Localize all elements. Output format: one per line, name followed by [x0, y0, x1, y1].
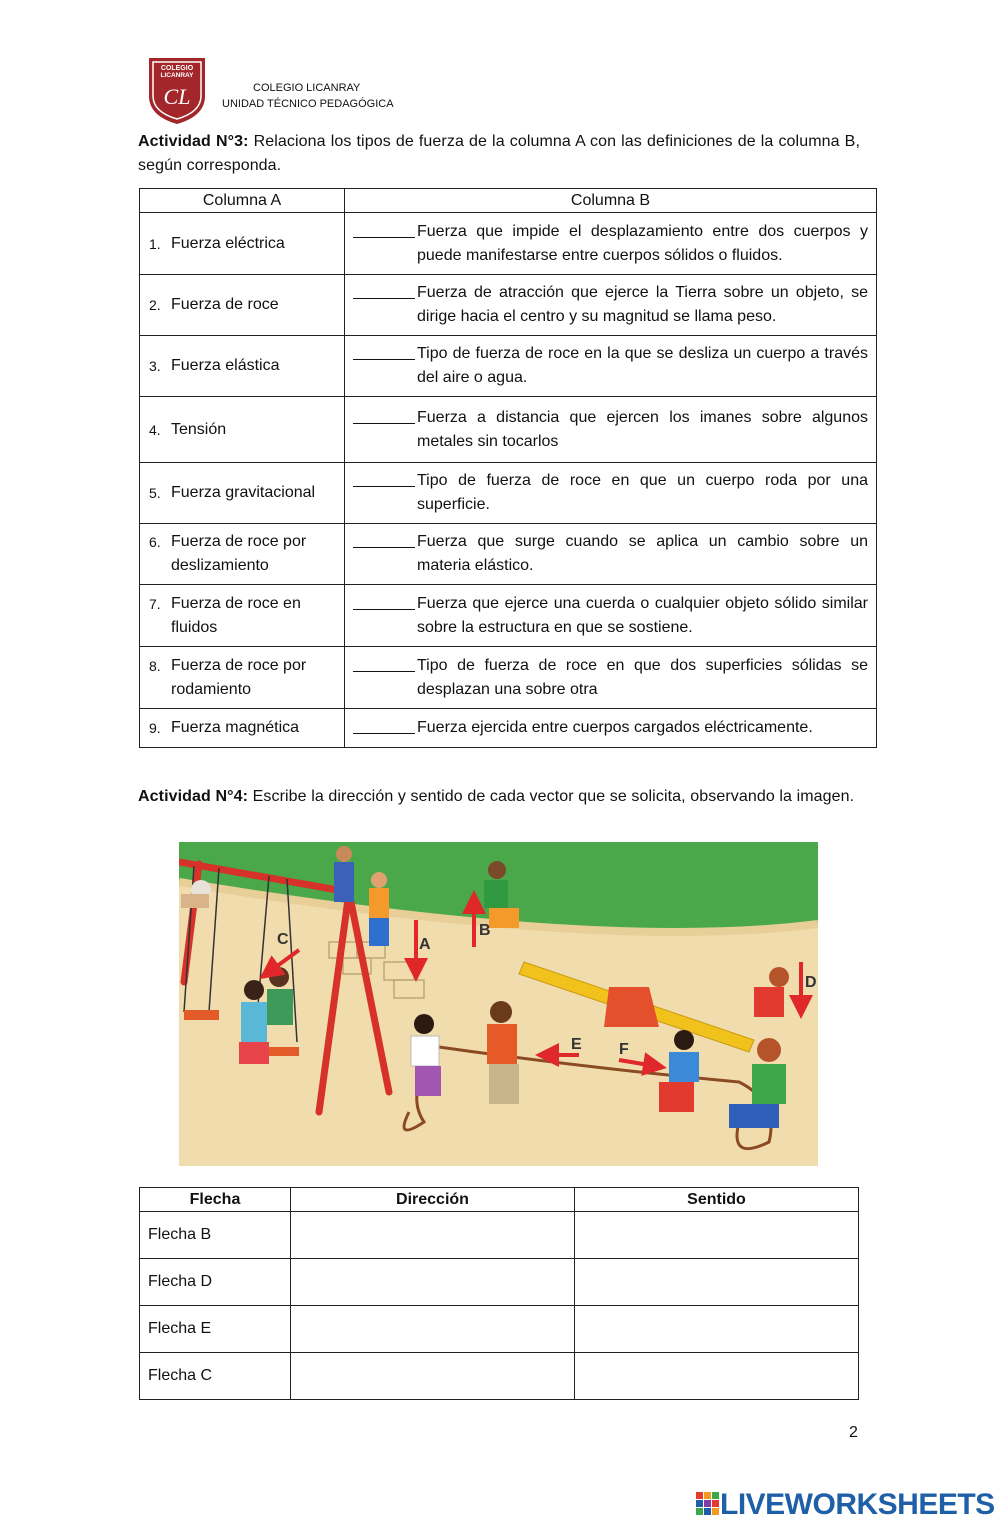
playground-illustration	[179, 842, 818, 1166]
svg-text:CL: CL	[163, 84, 191, 109]
answer-blank[interactable]	[353, 530, 415, 548]
item-number: 9.	[149, 720, 161, 736]
sense-input[interactable]	[575, 1259, 859, 1306]
column-a-cell	[140, 647, 345, 709]
answer-blank[interactable]	[353, 469, 415, 487]
arrow-name: Flecha B	[140, 1212, 291, 1259]
column-a-cell	[140, 336, 345, 397]
column-a-cell	[140, 463, 345, 524]
arrow-name: Flecha D	[140, 1259, 291, 1306]
column-b-cell	[345, 213, 877, 275]
activity4-text: Escribe la dirección y sentido de cada vector que se solicita, observando la imagen.	[248, 788, 855, 805]
force-name: Fuerza de roce por rodamiento	[171, 656, 307, 698]
label-a: A	[419, 936, 431, 953]
column-b-cell	[345, 275, 877, 336]
sense-input[interactable]	[575, 1212, 859, 1259]
item-number: 6.	[149, 534, 161, 550]
match-row	[140, 397, 877, 463]
column-b-cell	[345, 524, 877, 585]
item-number: 2.	[149, 297, 161, 313]
column-a-cell	[140, 709, 345, 748]
liveworksheets-icon	[696, 1492, 720, 1518]
item-number: 3.	[149, 358, 161, 374]
column-b-cell	[345, 463, 877, 524]
match-row	[140, 585, 877, 647]
match-row	[140, 524, 877, 585]
column-a-cell	[140, 524, 345, 585]
match-table	[139, 188, 877, 748]
column-b-header: Columna B	[345, 189, 877, 213]
force-name: Fuerza de roce	[171, 296, 279, 313]
direccion-header: Dirección	[291, 1188, 575, 1212]
force-name: Fuerza magnética	[171, 719, 300, 736]
column-a-cell	[140, 397, 345, 463]
column-b-cell	[345, 647, 877, 709]
activity4-label: Actividad N°4:	[138, 788, 249, 805]
column-b-cell	[345, 709, 877, 748]
definition-text: Fuerza que surge cuando se aplica un cambio sobre un materia elástico.	[417, 533, 868, 574]
direction-input[interactable]	[291, 1212, 575, 1259]
answer-blank[interactable]	[353, 281, 415, 299]
item-number: 5.	[149, 485, 161, 501]
vector-row	[140, 1259, 859, 1306]
item-number: 7.	[149, 595, 161, 612]
definition-text: Tipo de fuerza de roce en la que se desliza un cuerpo a través del aire o agua.	[417, 345, 868, 386]
direction-input[interactable]	[291, 1259, 575, 1306]
activity3-text: Relaciona los tipos de fuerza de la columna A con las definiciones de la columna B, según corresponda.	[138, 133, 860, 174]
svg-text:LICANRAY: LICANRAY	[160, 72, 194, 79]
vector-row	[140, 1306, 859, 1353]
school-logo	[146, 56, 208, 126]
label-e: E	[571, 1036, 582, 1053]
column-a-cell	[140, 213, 345, 275]
page-number: 2	[849, 1424, 858, 1441]
column-a-cell	[140, 585, 345, 647]
force-name: Tensión	[171, 420, 227, 438]
activity3-label: Actividad N°3:	[138, 133, 249, 150]
label-f: F	[619, 1041, 629, 1058]
definition-text: Fuerza ejercida entre cuerpos cargados eléctricamente.	[417, 719, 813, 736]
force-name: Fuerza de roce en fluidos	[171, 594, 301, 636]
definition-text: Tipo de fuerza de roce en que un cuerpo roda por una superficie.	[417, 472, 868, 513]
definition-text: Fuerza que ejerce una cuerda o cualquier objeto sólido similar sobre la estructura en que se sostiene.	[417, 594, 868, 636]
match-row	[140, 336, 877, 397]
match-row	[140, 463, 877, 524]
answer-blank[interactable]	[353, 654, 415, 672]
item-number: 4.	[149, 421, 161, 438]
activity4-instructions	[138, 785, 860, 809]
definition-text: Tipo de fuerza de roce en que dos superficies sólidas se desplazan una sobre otra	[417, 656, 868, 698]
definition-text: Fuerza que impide el desplazamiento entre dos cuerpos y puede manifestarse entre cuerpos sólidos o fluidos.	[417, 222, 868, 264]
answer-blank[interactable]	[353, 220, 415, 238]
force-name: Fuerza eléctrica	[171, 234, 285, 252]
vector-row	[140, 1212, 859, 1259]
column-a-cell	[140, 275, 345, 336]
school-unit: UNIDAD TÉCNICO PEDAGÓGICA	[222, 98, 394, 110]
item-number: 1.	[149, 235, 161, 252]
answer-blank[interactable]	[353, 592, 415, 610]
vector-row	[140, 1353, 859, 1400]
column-a-header: Columna A	[140, 189, 345, 213]
match-row	[140, 213, 877, 275]
arrow-name: Flecha E	[140, 1306, 291, 1353]
label-c: C	[277, 931, 289, 948]
item-number: 8.	[149, 657, 161, 674]
liveworksheets-text: LIVEWORKSHEETS	[720, 1488, 995, 1521]
direction-input[interactable]	[291, 1353, 575, 1400]
svg-text:COLEGIO: COLEGIO	[160, 65, 194, 72]
sense-input[interactable]	[575, 1306, 859, 1353]
match-row	[140, 647, 877, 709]
sense-input[interactable]	[575, 1353, 859, 1400]
label-b: B	[479, 922, 491, 939]
vector-table	[139, 1187, 859, 1400]
column-b-cell	[345, 397, 877, 463]
answer-blank[interactable]	[353, 716, 415, 734]
school-name: COLEGIO LICANRAY	[253, 82, 361, 94]
flecha-header: Flecha	[140, 1188, 291, 1212]
liveworksheets-logo	[696, 1488, 995, 1522]
column-b-cell	[345, 585, 877, 647]
activity3-instructions	[138, 130, 860, 178]
direction-input[interactable]	[291, 1306, 575, 1353]
answer-blank[interactable]	[353, 406, 415, 424]
answer-blank[interactable]	[353, 342, 415, 360]
definition-text: Fuerza a distancia que ejercen los imanes sobre algunos metales sin tocarlos	[417, 408, 868, 450]
column-b-cell	[345, 336, 877, 397]
label-d: D	[805, 974, 817, 991]
force-name: Fuerza gravitacional	[171, 484, 316, 501]
force-name: Fuerza elástica	[171, 357, 280, 374]
match-row	[140, 275, 877, 336]
match-row	[140, 709, 877, 748]
force-name: Fuerza de roce por deslizamiento	[171, 533, 307, 574]
definition-text: Fuerza de atracción que ejerce la Tierra sobre un objeto, se dirige hacia el centro y su magnitud se llama peso.	[417, 284, 868, 325]
arrow-name: Flecha C	[140, 1353, 291, 1400]
sentido-header: Sentido	[575, 1188, 859, 1212]
